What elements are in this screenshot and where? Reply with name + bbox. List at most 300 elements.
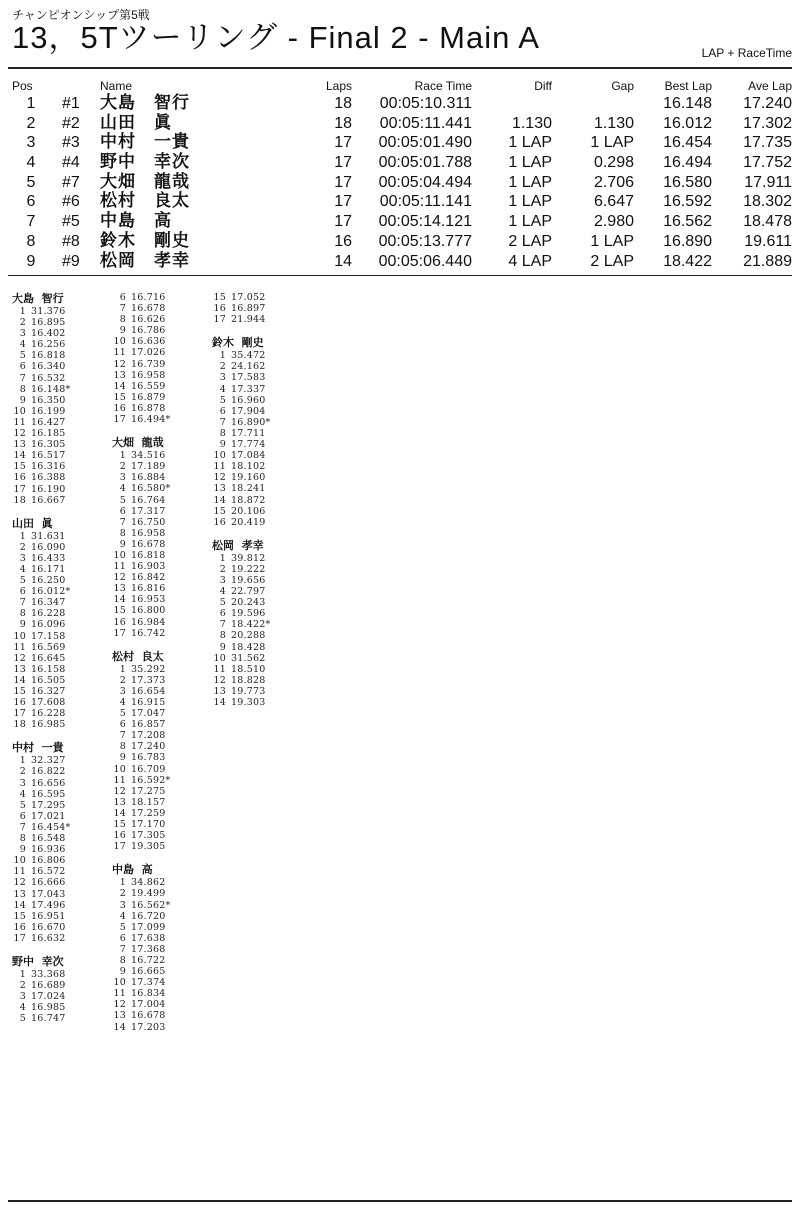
lap-time: 17.240: [131, 741, 166, 753]
lap-time-entry: [212, 642, 312, 653]
lap-time-entry: [112, 764, 212, 775]
lap-number: 14: [13, 674, 26, 686]
lap-number: 7: [219, 416, 226, 428]
result-race-time: 00:05:10.311: [379, 95, 472, 112]
lap-time: 16.786: [131, 325, 166, 337]
result-row: [0, 173, 800, 193]
lap-number: 11: [113, 347, 126, 359]
lap-time-entry: [212, 428, 312, 439]
result-laps: 18: [334, 114, 352, 132]
lap-time-entry: [12, 495, 112, 506]
lap-time-entry: [112, 1022, 212, 1033]
lap-time: 16.936: [31, 844, 66, 856]
lap-time: 18.102: [231, 461, 266, 473]
result-car-number: #5: [62, 213, 80, 231]
lap-time-entry: [12, 1013, 112, 1024]
result-pos: 7: [26, 213, 36, 231]
lap-number: 11: [13, 641, 26, 653]
lap-time: 16.951: [31, 910, 66, 922]
lap-driver-name: 松村 良太: [112, 649, 164, 663]
lap-time-entry: [112, 697, 212, 708]
lap-time: 17.608: [31, 697, 66, 709]
lap-number: 1: [119, 877, 126, 889]
lap-number: 10: [213, 652, 226, 664]
lap-time: 16.842: [131, 572, 166, 584]
lap-time: 17.496: [31, 899, 66, 911]
lap-number: 16: [13, 472, 26, 484]
lap-time-entry: [112, 414, 212, 425]
lap-time-entry: [112, 605, 212, 616]
result-driver-name: 松村 良太: [100, 191, 190, 212]
lap-number: 17: [13, 483, 26, 495]
lap-number: 10: [113, 763, 126, 775]
lap-time-entry: [112, 628, 212, 639]
result-laps: 18: [334, 95, 352, 112]
lap-time: 16.742: [131, 627, 166, 639]
lap-time-entry: [112, 472, 212, 483]
lap-number: 11: [113, 561, 126, 573]
lap-time: 17.904: [231, 405, 266, 417]
lap-time-entry: [112, 359, 212, 370]
lap-time-entry: [112, 675, 212, 686]
lap-time-entry: [112, 528, 212, 539]
result-ave-lap: 17.302: [743, 114, 792, 132]
lap-time: 16.454*: [31, 821, 71, 833]
lap-number: 2: [19, 766, 26, 778]
lap-number: 10: [13, 405, 26, 417]
lap-number: 4: [19, 1002, 26, 1014]
lap-time: 16.654: [131, 685, 166, 697]
lap-time: 16.171: [31, 563, 66, 575]
lap-time: 16.580*: [131, 483, 171, 495]
lap-number: 7: [119, 516, 126, 528]
result-pos: 8: [26, 232, 36, 250]
lap-number: 7: [219, 619, 226, 631]
lap-time-entry: [112, 719, 212, 730]
lap-time: 16.878: [131, 402, 166, 414]
lap-time: 17.203: [131, 1021, 166, 1033]
lap-time: 16.185: [31, 428, 66, 440]
lap-time: 16.316: [31, 461, 66, 473]
lap-number: 16: [113, 616, 126, 628]
lap-time-entry: [212, 675, 312, 686]
lap-time-entry: [12, 472, 112, 483]
lap-time: 16.806: [31, 855, 66, 867]
result-laps: 17: [334, 213, 352, 231]
lap-number: 6: [119, 292, 126, 303]
lap-time-entry: [12, 933, 112, 944]
lap-time: 16.347: [31, 597, 66, 609]
lap-number: 14: [113, 807, 126, 819]
lap-time: 19.160: [231, 472, 266, 484]
lap-time: 16.388: [31, 472, 66, 484]
lap-time-entry: [112, 819, 212, 830]
lap-time-entry: [12, 553, 112, 564]
lap-number: 2: [19, 317, 26, 329]
lap-time: 31.631: [31, 530, 66, 542]
lap-time: 19.305: [131, 841, 166, 853]
lap-time: 16.678: [131, 303, 166, 315]
lap-number: 5: [19, 575, 26, 587]
lap-time-entry: [12, 461, 112, 472]
lap-number: 18: [13, 719, 26, 731]
result-best-lap: 16.494: [663, 154, 712, 172]
lap-column-3: [212, 292, 312, 708]
lap-time-entry: [12, 719, 112, 730]
lap-time-entry: [212, 483, 312, 494]
lap-time: 19.656: [231, 574, 266, 586]
lap-number: 8: [19, 833, 26, 845]
lap-number: 5: [119, 708, 126, 720]
lap-time: 16.096: [31, 619, 66, 631]
lap-time-entry: [12, 586, 112, 597]
lap-time-entry: [12, 542, 112, 553]
lap-time-entry: [112, 944, 212, 955]
lap-number: 10: [213, 450, 226, 462]
page-title: 13，5Tツーリング - Final 2 - Main A: [12, 20, 540, 55]
lap-time: 17.305: [131, 830, 166, 842]
lap-number: 3: [19, 552, 26, 564]
lap-time-entry: [112, 808, 212, 819]
result-car-number: #8: [62, 232, 80, 250]
lap-number: 12: [113, 572, 126, 584]
lap-time: 16.985: [31, 719, 66, 731]
lap-time-entry: [112, 483, 212, 494]
lap-number: 7: [119, 730, 126, 742]
result-ave-lap: 19.611: [744, 232, 792, 250]
lap-number: 3: [119, 899, 126, 911]
lap-number: 9: [119, 752, 126, 764]
lap-time: 16.678: [131, 1010, 166, 1022]
lap-time: 16.305: [31, 439, 66, 451]
lap-time-entry: [212, 664, 312, 675]
result-driver-name: 大島 智行: [100, 93, 190, 113]
lap-time: 17.043: [31, 888, 66, 900]
lap-time: 16.517: [31, 450, 66, 462]
lap-time: 17.317: [131, 505, 166, 517]
lap-time: 16.190: [31, 483, 66, 495]
lap-time-entry: [212, 450, 312, 461]
lap-time-entry: [112, 877, 212, 888]
result-diff: 1 LAP: [508, 154, 552, 172]
result-gap: 1 LAP: [590, 232, 634, 250]
lap-time-entry: [112, 539, 212, 550]
page-subtitle: チャンピオンシップ第5戦: [12, 8, 150, 22]
lap-time-entry: [12, 922, 112, 933]
lap-number: 11: [13, 416, 26, 428]
lap-time-entry: [112, 550, 212, 561]
lap-time-entry: [12, 980, 112, 991]
result-ave-lap: 17.911: [744, 173, 792, 191]
result-row: [0, 133, 800, 153]
result-driver-name: 松岡 孝幸: [100, 250, 190, 271]
lap-time-entry: [212, 439, 312, 450]
lap-time: 18.157: [131, 796, 166, 808]
lap-time: 16.402: [31, 328, 66, 340]
lap-time: 16.256: [31, 339, 66, 351]
header-best-lap: Best Lap: [664, 79, 712, 93]
lap-time-entry: [212, 461, 312, 472]
lap-number: 4: [119, 483, 126, 495]
lap-time-entry: [112, 686, 212, 697]
lap-time-entry: [212, 384, 312, 395]
lap-time: 16.834: [131, 988, 166, 1000]
result-car-number: #7: [62, 173, 80, 191]
result-driver-name: 山田 眞: [100, 112, 172, 133]
lap-number: 7: [19, 821, 26, 833]
lap-number: 10: [13, 855, 26, 867]
lap-time-entry: [112, 922, 212, 933]
lap-number: 15: [113, 605, 126, 617]
lap-time: 17.170: [131, 819, 166, 831]
lap-number: 2: [219, 563, 226, 575]
lap-time: 17.337: [231, 383, 266, 395]
lap-time-entry: [112, 325, 212, 336]
lap-number: 6: [119, 932, 126, 944]
result-best-lap: 16.454: [663, 134, 712, 152]
lap-number: 9: [119, 325, 126, 337]
lap-number: 2: [19, 541, 26, 553]
lap-time-entry: [112, 303, 212, 314]
lap-time-entry: [12, 373, 112, 384]
lap-number: 1: [19, 306, 26, 317]
result-driver-name: 鈴木 剛史: [100, 230, 190, 251]
lap-number: 6: [219, 608, 226, 620]
lap-time-entry: [112, 403, 212, 414]
result-race-time: 00:05:13.777: [378, 232, 472, 250]
lap-number: 7: [119, 943, 126, 955]
lap-number: 12: [13, 877, 26, 889]
lap-time: 39.812: [231, 552, 266, 564]
lap-number: 13: [113, 369, 126, 381]
lap-time: 19.596: [231, 608, 266, 620]
lap-number: 3: [119, 472, 126, 484]
lap-time: 16.958: [131, 369, 166, 381]
lap-time: 16.960: [231, 394, 266, 406]
lap-time: 17.638: [131, 932, 166, 944]
lap-number: 10: [113, 977, 126, 989]
lap-number: 11: [113, 774, 126, 786]
result-diff: 1 LAP: [508, 134, 552, 152]
lap-time: 17.052: [231, 292, 266, 303]
lap-number: 16: [213, 516, 226, 528]
results-table: [0, 78, 800, 271]
lap-time: 19.303: [231, 697, 266, 708]
lap-time-entry: [112, 977, 212, 988]
lap-time: 16.716: [131, 292, 166, 303]
lap-number: 13: [113, 583, 126, 595]
result-race-time: 00:05:01.490: [378, 134, 472, 152]
result-gap: 0.298: [593, 154, 634, 172]
lap-time-entry: [112, 583, 212, 594]
lap-time-entry: [212, 417, 312, 428]
lap-number: 17: [13, 708, 26, 720]
lap-time-entry: [12, 822, 112, 833]
result-pos: 9: [26, 252, 36, 270]
result-car-number: #3: [62, 134, 80, 152]
lap-number: 1: [119, 450, 126, 462]
lap-number: 1: [19, 755, 26, 767]
result-ave-lap: 18.478: [743, 213, 792, 231]
lap-time: 16.783: [131, 752, 166, 764]
lap-time-entry: [112, 786, 212, 797]
lap-number: 5: [119, 921, 126, 933]
lap-driver-name: 山田 眞: [12, 516, 53, 530]
lap-time: 16.505: [31, 674, 66, 686]
lap-number: 12: [213, 472, 226, 484]
lap-number: 17: [113, 414, 126, 426]
lap-time: 16.670: [31, 921, 66, 933]
lap-time: 16.857: [131, 719, 166, 731]
result-pos: 5: [26, 173, 36, 191]
lap-time: 16.897: [231, 303, 266, 315]
lap-time: 34.862: [131, 877, 166, 889]
lap-time: 17.295: [31, 799, 66, 811]
lap-time: 17.099: [131, 921, 166, 933]
lap-time-entry: [12, 631, 112, 642]
lap-time: 16.953: [131, 594, 166, 606]
lap-time-entry: [112, 999, 212, 1010]
result-race-time: 00:05:11.141: [379, 193, 472, 211]
lap-time-entry: [112, 450, 212, 461]
lap-time-entry: [112, 292, 212, 303]
lap-time-entry: [12, 969, 112, 980]
lap-time: 18.428: [231, 641, 266, 653]
result-pos: 6: [26, 193, 36, 211]
lap-time: 16.636: [131, 336, 166, 348]
result-row: [0, 153, 800, 173]
lap-number: 1: [219, 552, 226, 564]
lap-time-entry: [12, 450, 112, 461]
lap-number: 9: [19, 619, 26, 631]
lap-time-entry: [212, 406, 312, 417]
lap-number: 17: [113, 627, 126, 639]
lap-time-entry: [212, 575, 312, 586]
lap-time: 16.572: [31, 866, 66, 878]
lap-times-section: [0, 292, 800, 1197]
lap-driver-name: 大島 智行: [12, 292, 64, 305]
lap-time: 16.739: [131, 358, 166, 370]
header-pos: Pos: [12, 79, 33, 93]
middle-divider: [8, 275, 792, 276]
lap-number: 14: [113, 1021, 126, 1033]
lap-time-entry: [112, 741, 212, 752]
lap-number: 17: [113, 841, 126, 853]
lap-time-entry: [12, 789, 112, 800]
lap-number: 8: [119, 314, 126, 326]
lap-number: 16: [213, 303, 226, 315]
result-driver-name: 野中 幸次: [100, 152, 190, 173]
result-best-lap: 18.422: [663, 252, 712, 270]
result-gap: 1.130: [593, 114, 634, 132]
lap-time-entry: [112, 617, 212, 628]
lap-time-entry: [112, 495, 212, 506]
lap-time-entry: [112, 461, 212, 472]
lap-time: 19.499: [131, 888, 166, 900]
lap-time-entry: [12, 991, 112, 1002]
lap-number: 1: [219, 350, 226, 362]
lap-number: 15: [13, 686, 26, 697]
lap-number: 8: [19, 383, 26, 395]
lap-time-entry: [12, 900, 112, 911]
lap-time-entry: [212, 314, 312, 325]
lap-number: 7: [19, 597, 26, 609]
lap-number: 18: [13, 494, 26, 506]
lap-number: 1: [19, 530, 26, 542]
lap-number: 3: [19, 777, 26, 789]
lap-number: 14: [113, 594, 126, 606]
lap-time-entry: [12, 484, 112, 495]
lap-driver-name: 中村 一貴: [12, 741, 64, 755]
result-car-number: #1: [62, 95, 80, 112]
lap-time-entry: [212, 564, 312, 575]
lap-number: 10: [113, 549, 126, 561]
lap-number: 15: [113, 819, 126, 831]
lap-number: 13: [213, 685, 226, 697]
lap-time: 16.678: [131, 538, 166, 550]
lap-number: 13: [213, 483, 226, 495]
lap-time-entry: [112, 572, 212, 583]
lap-time-entry: [112, 730, 212, 741]
lap-time: 18.510: [231, 663, 266, 675]
result-ave-lap: 17.735: [743, 134, 792, 152]
lap-number: 14: [13, 450, 26, 462]
lap-time-entry: [12, 889, 112, 900]
lap-time-entry: [212, 597, 312, 608]
lap-time: 20.419: [231, 516, 266, 528]
lap-time: 16.595: [31, 788, 66, 800]
lap-time: 16.148*: [31, 383, 71, 395]
lap-time: 17.711: [231, 427, 266, 439]
lap-time: 16.984: [131, 616, 166, 628]
lap-time-entry: [112, 933, 212, 944]
lap-number: 5: [219, 597, 226, 609]
lap-time-entry: [12, 361, 112, 372]
header-laps: Laps: [325, 79, 352, 93]
lap-time: 17.208: [131, 730, 166, 742]
lap-time-entry: [12, 642, 112, 653]
lap-number: 2: [119, 674, 126, 686]
lap-number: 12: [113, 358, 126, 370]
lap-number: 5: [19, 1013, 26, 1025]
lap-time: 16.890*: [231, 416, 271, 428]
lap-number: 9: [19, 394, 26, 406]
lap-time-entry: [112, 830, 212, 841]
result-car-number: #6: [62, 193, 80, 211]
lap-time: 16.720: [131, 910, 166, 922]
result-driver-name: 中島 高: [100, 211, 172, 232]
lap-time: 16.666: [31, 877, 66, 889]
result-best-lap: 16.890: [663, 232, 712, 250]
result-ave-lap: 18.302: [743, 193, 792, 211]
lap-time: 17.189: [131, 461, 166, 473]
lap-time-entry: [212, 686, 312, 697]
lap-time: 16.822: [31, 766, 66, 778]
lap-time-entry: [112, 988, 212, 999]
lap-time-entry: [212, 350, 312, 361]
lap-time: 16.884: [131, 472, 166, 484]
result-best-lap: 16.562: [663, 213, 712, 231]
result-row: [0, 114, 800, 134]
lap-time: 16.569: [31, 641, 66, 653]
lap-time-entry: [212, 653, 312, 664]
lap-number: 16: [13, 697, 26, 709]
lap-number: 16: [113, 830, 126, 842]
result-ave-lap: 17.240: [743, 95, 792, 112]
result-race-time: 00:05:06.440: [378, 252, 472, 270]
lap-number: 11: [213, 461, 226, 473]
lap-time-entry: [12, 317, 112, 328]
